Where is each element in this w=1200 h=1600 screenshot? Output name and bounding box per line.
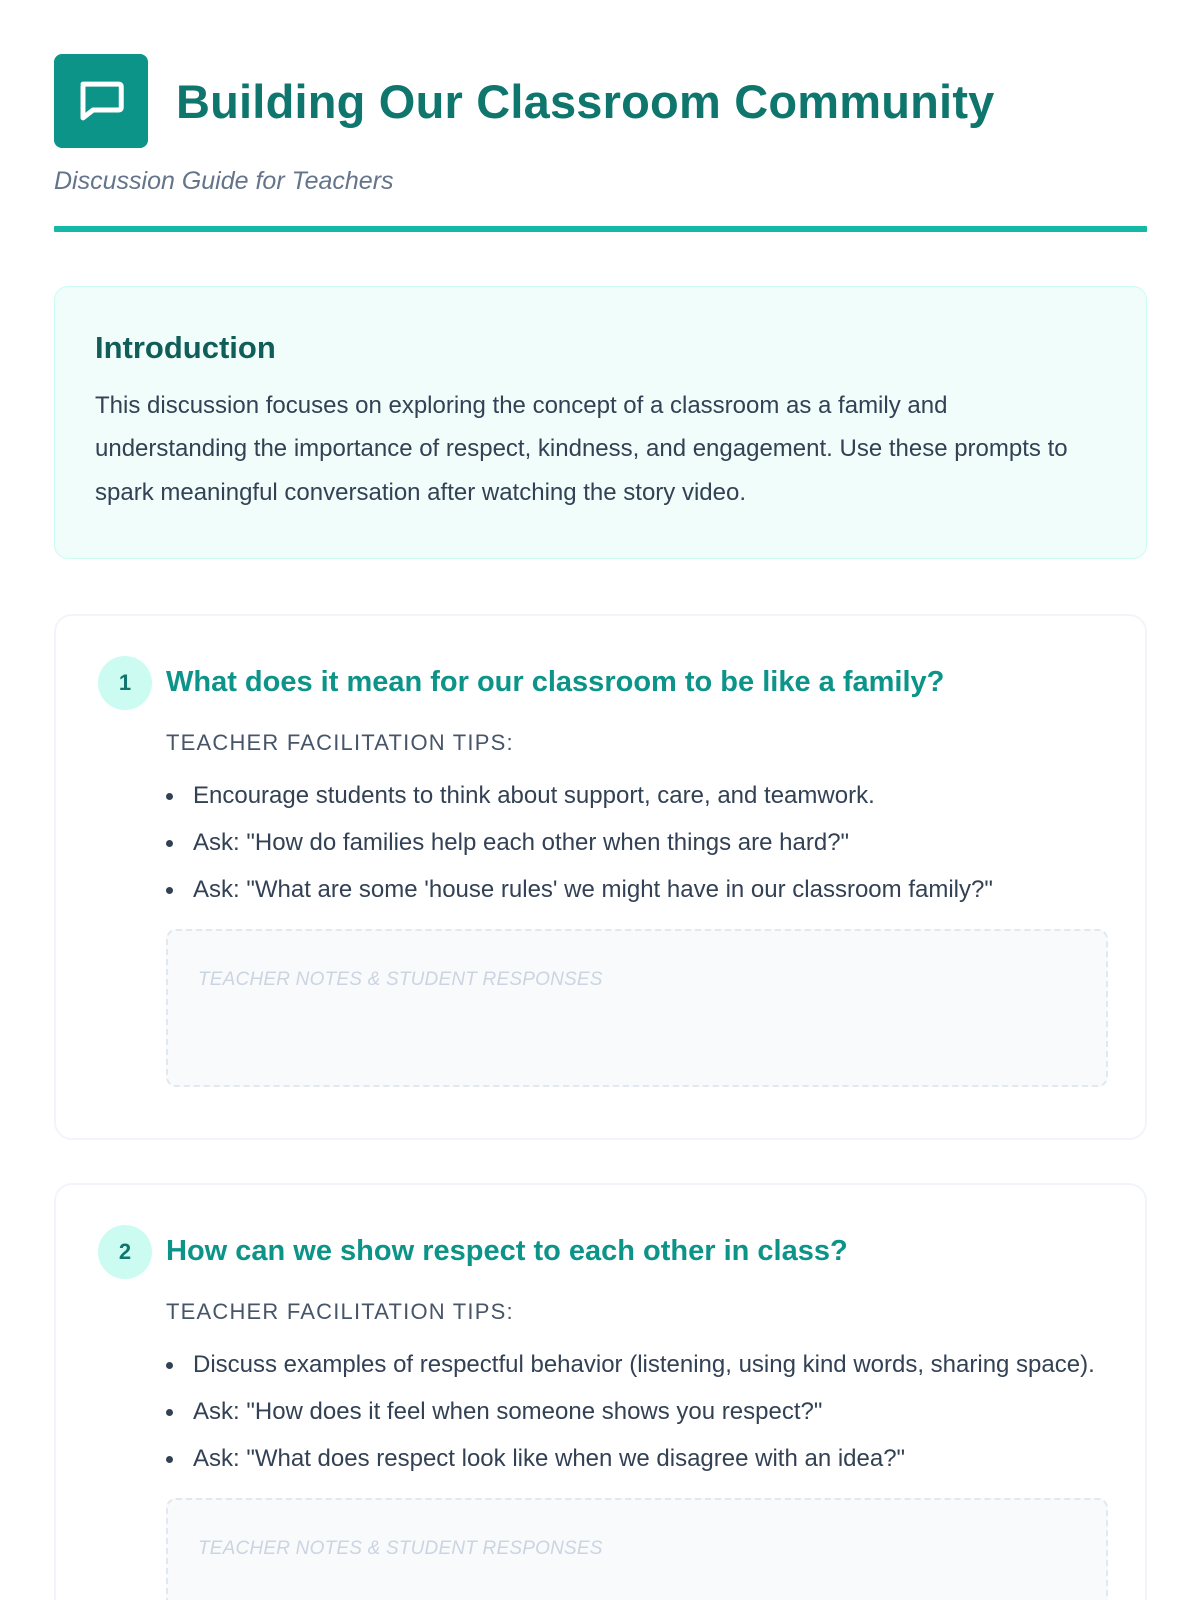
question-number-badge: 2 — [98, 1225, 152, 1279]
question-card-1 — [54, 614, 1147, 1140]
teacher-notes-field[interactable] — [166, 929, 1108, 1087]
question-title: What does it mean for our classroom to be like a family? — [166, 666, 945, 699]
tip-item: Ask: "How do families help each other when things are hard?" — [166, 823, 1103, 863]
tip-item: Ask: "How does it feel when someone shows you respect?" — [166, 1392, 1103, 1432]
introduction-heading: Introduction — [95, 329, 276, 365]
notes-placeholder: TEACHER NOTES & STUDENT RESPONSES — [198, 968, 603, 990]
header-divider — [54, 226, 1147, 232]
page-subtitle: Discussion Guide for Teachers — [54, 167, 394, 195]
teacher-notes-field[interactable] — [166, 1498, 1108, 1600]
question-card-2 — [54, 1183, 1147, 1600]
notes-placeholder: TEACHER NOTES & STUDENT RESPONSES — [198, 1537, 603, 1559]
tip-item: Ask: "What are some 'house rules' we might have in our classroom family?" — [166, 870, 1103, 910]
page-header — [54, 54, 1147, 232]
tip-item: Ask: "What does respect look like when we disagree with an idea?" — [166, 1439, 1103, 1479]
chat-bubble-icon — [54, 54, 148, 148]
question-number-badge: 1 — [98, 656, 152, 710]
tip-item: Discuss examples of respectful behavior (listening, using kind words, sharing space). — [166, 1345, 1103, 1385]
question-body — [166, 1299, 1103, 1600]
tip-item: Encourage students to think about support, care, and teamwork. — [166, 776, 1103, 816]
discussion-guide-page — [54, 54, 1147, 1600]
introduction-text: This discussion focuses on exploring the concept of a classroom as a family and understanding the importance of respect, kindness, and engagement. Use these prompts to spark meaningful conversation after watching the story video. — [95, 391, 1068, 506]
question-header — [98, 656, 1103, 710]
tips-label: TEACHER FACILITATION TIPS: — [166, 1298, 514, 1324]
tips-label: TEACHER FACILITATION TIPS: — [166, 729, 514, 755]
introduction-section — [54, 286, 1147, 559]
question-header — [98, 1225, 1103, 1279]
header-row — [54, 54, 1147, 148]
question-title: How can we show respect to each other in class? — [166, 1235, 848, 1268]
tips-list — [166, 776, 1103, 910]
question-body — [166, 730, 1103, 1087]
tips-list — [166, 1345, 1103, 1479]
page-title: Building Our Classroom Community — [176, 74, 995, 128]
